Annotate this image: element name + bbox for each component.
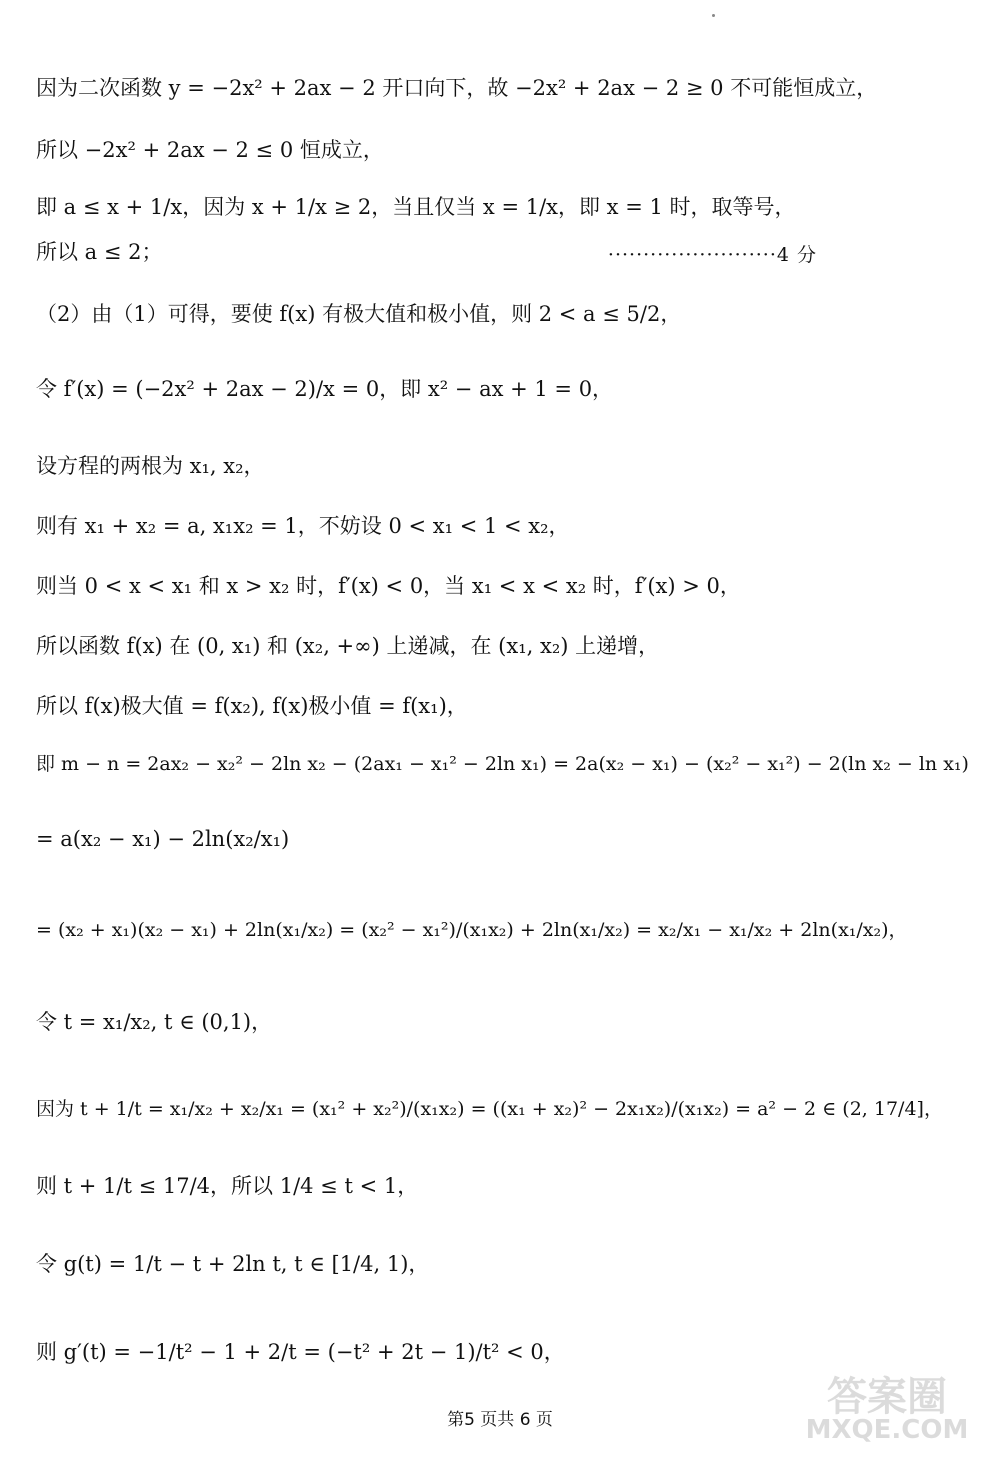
page-footer: 第5 页共 6 页: [447, 1410, 553, 1430]
solution-line-19: 则 g′(t) = −1/t² − 1 + 2/t = (−t² + 2t − 1)/t² < 0，: [36, 1340, 565, 1364]
solution-line-10: 所以函数 f(x) 在 (0, x₁) 和 (x₂, +∞) 上递减，在 (x₁, x₂) 上递增，: [36, 634, 660, 658]
watermark-logo-text: 答案圈: [827, 1374, 947, 1420]
solution-line-11: 所以 f(x)极大值 = f(x₂), f(x)极小值 = f(x₁)，: [36, 694, 468, 718]
solution-line-17: 则 t + 1/t ≤ 17/4，所以 1/4 ≤ t < 1，: [36, 1174, 419, 1198]
solution-line-5: （2）由（1）可得，要使 f(x) 有极大值和极小值，则 2 < a ≤ 5/2，: [36, 302, 682, 326]
solution-line-16: 因为 t + 1/t = x₁/x₂ + x₂/x₁ = (x₁² + x₂²)/(x₁x₂) = ((x₁ + x₂)² − 2x₁x₂)/(x₁x₂) = a² − 2 ∈ (2, 17/4]，: [36, 1098, 943, 1120]
solution-line-3: 即 a ≤ x + 1/x，因为 x + 1/x ≥ 2，当且仅当 x = 1/x，即 x = 1 时，取等号，: [36, 195, 796, 219]
solution-line-7: 设方程的两根为 x₁, x₂，: [36, 454, 265, 478]
solution-line-8: 则有 x₁ + x₂ = a, x₁x₂ = 1，不妨设 0 < x₁ < 1 < x₂，: [36, 514, 570, 538]
solution-line-12: 即 m − n = 2ax₂ − x₂² − 2ln x₂ − (2ax₁ − x₁² − 2ln x₁) = 2a(x₂ − x₁) − (x₂² − x₁²) − 2(ln x₂ − ln x₁): [36, 753, 969, 775]
solution-line-13: = a(x₂ − x₁) − 2ln(x₂/x₁): [36, 827, 290, 851]
solution-line-4: 所以 a ≤ 2；: [36, 240, 163, 264]
watermark-url: MXQE.COM: [805, 1415, 969, 1445]
solution-line-18: 令 g(t) = 1/t − t + 2ln t, t ∈ [1/4, 1)，: [36, 1252, 430, 1276]
solution-line-9: 则当 0 < x < x₁ 和 x > x₂ 时，f′(x) < 0，当 x₁ < x < x₂ 时，f′(x) > 0，: [36, 574, 741, 598]
solution-line-15: 令 t = x₁/x₂, t ∈ (0,1)，: [36, 1010, 273, 1034]
solution-line-14: = (x₂ + x₁)(x₂ − x₁) + 2ln(x₁/x₂) = (x₂² − x₁²)/(x₁x₂) + 2ln(x₁/x₂) = x₂/x₁ − x₁/x₂ + 2ln(x₁/x₂)，: [36, 919, 908, 941]
solution-line-6: 令 f′(x) = (−2x² + 2ax − 2)/x = 0，即 x² − ax + 1 = 0，: [36, 377, 614, 401]
solution-line-1: 因为二次函数 y = −2x² + 2ax − 2 开口向下，故 −2x² + 2ax − 2 ≥ 0 不可能恒成立，: [36, 76, 878, 100]
score-mark: ························4 分: [607, 244, 817, 266]
stray-dot: [712, 14, 715, 17]
solution-line-2: 所以 −2x² + 2ax − 2 ≤ 0 恒成立，: [36, 138, 384, 162]
